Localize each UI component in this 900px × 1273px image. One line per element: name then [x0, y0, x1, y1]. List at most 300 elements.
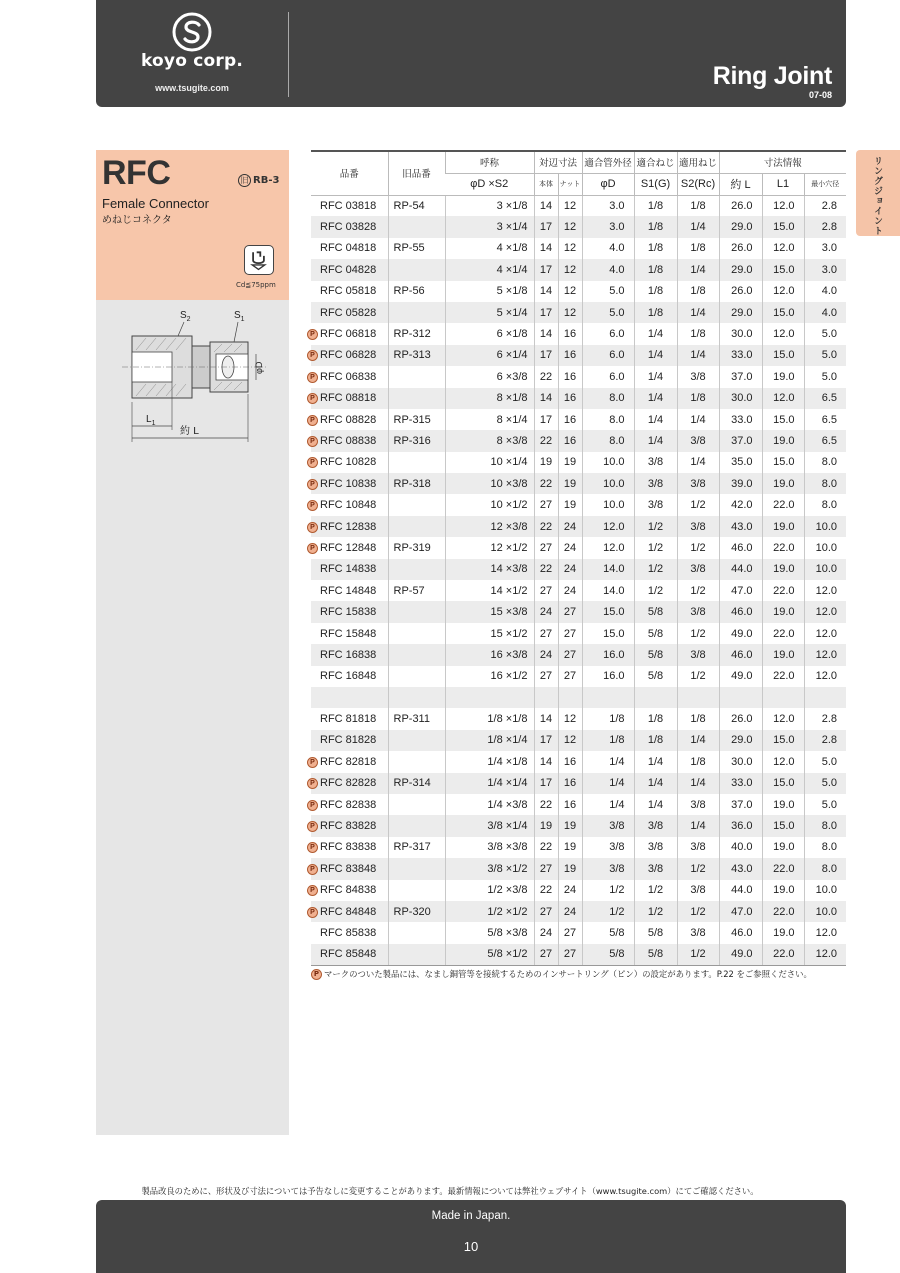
cell-body-text: 24 — [539, 926, 553, 939]
cell-l1 — [762, 580, 804, 601]
cell-body — [534, 644, 558, 665]
cell-s1 — [634, 195, 677, 216]
product-name-ja: めねじコネクタ — [102, 215, 172, 226]
cell-l1-text: 22.0 — [773, 499, 795, 512]
cell-s2-text: 1/2 — [690, 948, 706, 961]
col-s1-top: 適合ねじ — [634, 151, 677, 173]
cell-l1 — [762, 345, 804, 366]
cell-length-text: 46.0 — [731, 926, 753, 939]
cell-od-text: 6.0 — [609, 328, 625, 341]
cell-nut — [558, 216, 582, 237]
table-row — [311, 666, 846, 687]
cell-s2-text: 1/2 — [690, 584, 706, 597]
cell-s2-text: 1/4 — [690, 413, 706, 426]
cell-size-text: 14 ×3/8 — [490, 563, 528, 576]
cell-size — [445, 473, 534, 494]
cell-od — [582, 388, 634, 409]
cell-nut-text: 16 — [563, 328, 577, 341]
cell-body — [534, 345, 558, 366]
cell-body-text: 17 — [539, 221, 553, 234]
table-row — [311, 409, 846, 430]
cell-part-text: RFC 04818 — [320, 242, 377, 255]
table-row — [311, 259, 846, 280]
cell-min-hole-text: 2.8 — [821, 199, 838, 212]
col-od-top: 適合管外径 — [582, 151, 634, 173]
cell-length — [719, 666, 762, 687]
cell-od — [582, 259, 634, 280]
cell-s2 — [677, 366, 719, 387]
table-row — [311, 644, 846, 665]
cell-od-text: 10.0 — [603, 499, 625, 512]
cell-old-part — [388, 773, 445, 794]
cell-l1-text: 12.0 — [773, 392, 795, 405]
cell-length-text: 26.0 — [731, 285, 753, 298]
cell-length-text: 47.0 — [731, 584, 753, 597]
cell-s2 — [677, 601, 719, 622]
cell-od-text: 3.0 — [609, 199, 625, 212]
cell-length — [719, 238, 762, 259]
cell-size — [445, 366, 534, 387]
cell-nut — [558, 452, 582, 473]
cell-body — [534, 323, 558, 344]
cell-length — [719, 473, 762, 494]
cell-nut-text: 12 — [563, 263, 577, 276]
cell-s1 — [634, 708, 677, 729]
col-l1: L1 — [762, 173, 804, 195]
brand-url[interactable]: www.tsugite.com — [155, 83, 229, 93]
cell-size — [445, 216, 534, 237]
cell-s2 — [677, 302, 719, 323]
cell-size — [445, 751, 534, 772]
cell-s2 — [677, 323, 719, 344]
old-code: RB-3 — [253, 175, 280, 186]
table-row — [311, 623, 846, 644]
cell-length-text: 33.0 — [731, 349, 753, 362]
cell-s2-text: 1/4 — [690, 734, 706, 747]
cell-size — [445, 430, 534, 451]
cell-s1 — [634, 259, 677, 280]
cell-s1 — [634, 559, 677, 580]
cell-part-text: RFC 06838 — [320, 370, 377, 383]
cell-part — [311, 666, 388, 687]
cell-min-hole-text: 4.0 — [821, 306, 838, 319]
cell-l1 — [762, 794, 804, 815]
cell-old-part — [388, 580, 445, 601]
cell-s2-text: 3/8 — [690, 648, 706, 661]
cell-body-text: 27 — [539, 627, 553, 640]
cell-nut — [558, 815, 582, 836]
cell-body-text: 22 — [539, 884, 553, 897]
cell-length-text: 46.0 — [731, 648, 753, 661]
cell-s2-text: 3/8 — [690, 477, 706, 490]
cell-body — [534, 195, 558, 216]
cell-size — [445, 901, 534, 922]
label-l1: $L_1$ — [146, 414, 156, 427]
cell-size-text: 1/4 ×1/8 — [487, 755, 528, 768]
cell-size-text: 3 ×1/4 — [496, 221, 528, 234]
cell-od-text: 14.0 — [603, 563, 625, 576]
cell-nut — [558, 922, 582, 943]
cell-s2 — [677, 666, 719, 687]
cell-size — [445, 238, 534, 259]
p-mark-note — [311, 968, 812, 980]
cell-size-text: 5 ×1/8 — [496, 285, 528, 298]
cell-old-part — [388, 922, 445, 943]
cell-min-hole — [804, 601, 846, 622]
cell-min-hole — [804, 259, 846, 280]
cell-body-text: 14 — [539, 242, 553, 255]
cell-s1-text: 1/4 — [647, 798, 664, 811]
cell-part — [311, 388, 388, 409]
cell-body-text: 14 — [539, 285, 553, 298]
label-phi-d: φD — [254, 361, 264, 374]
cell-size-text: 1/2 ×3/8 — [487, 884, 528, 897]
cell-s2 — [677, 559, 719, 580]
cell-length — [719, 751, 762, 772]
cell-part-text: RFC 08838 — [320, 434, 377, 447]
cell-part — [311, 516, 388, 537]
cell-part-text: RFC 14838 — [320, 563, 377, 576]
cell-l1-text: 15.0 — [773, 777, 795, 790]
cell-l1-text: 19.0 — [773, 926, 795, 939]
col-old-part: 旧品番 — [388, 151, 445, 195]
cell-od — [582, 708, 634, 729]
cell-nut — [558, 409, 582, 430]
cell-size-text: 8 ×1/8 — [496, 392, 528, 405]
cell-length — [719, 216, 762, 237]
cell-length-text: 47.0 — [731, 905, 753, 918]
cell-s2-text: 1/2 — [690, 670, 706, 683]
cell-s2-text: 1/4 — [690, 263, 706, 276]
table-row — [311, 345, 846, 366]
cell-length — [719, 601, 762, 622]
cell-length — [719, 944, 762, 965]
cell-body-text: 22 — [539, 434, 553, 447]
cell-od-text: 1/2 — [609, 884, 625, 897]
table-row — [311, 516, 846, 537]
col-body: 本体 — [534, 173, 558, 195]
cell-length-text: 37.0 — [731, 798, 753, 811]
side-index-tab[interactable] — [856, 150, 900, 236]
cell-s2 — [677, 452, 719, 473]
cell-min-hole-text: 10.0 — [815, 520, 838, 533]
cell-s2-text: 3/8 — [690, 841, 706, 854]
cell-old-part — [388, 623, 445, 644]
cell-old-part — [388, 644, 445, 665]
cell-length — [719, 773, 762, 794]
cell-s2 — [677, 623, 719, 644]
cell-s2-text: 1/4 — [690, 349, 706, 362]
cell-nut — [558, 388, 582, 409]
cell-min-hole-text: 10.0 — [815, 905, 838, 918]
cell-od-text: 8.0 — [609, 434, 625, 447]
cell-part-text: RFC 85838 — [320, 926, 377, 939]
cell-l1-text: 19.0 — [773, 434, 795, 447]
cell-nut — [558, 494, 582, 515]
cell-size — [445, 345, 534, 366]
cell-s2-text: 3/8 — [690, 606, 706, 619]
cell-nut-text: 19 — [563, 820, 577, 833]
cell-min-hole-text: 8.0 — [821, 456, 838, 469]
cell-l1-text: 19.0 — [773, 648, 795, 661]
cell-nut — [558, 773, 582, 794]
cell-body — [534, 388, 558, 409]
cell-s1 — [634, 238, 677, 259]
cell-l1-text: 15.0 — [773, 734, 795, 747]
cell-min-hole — [804, 901, 846, 922]
p-mark-icon: P — [307, 778, 318, 789]
cell-nut-text: 12 — [563, 713, 577, 726]
cell-nut-text: 19 — [563, 456, 577, 469]
cell-s2 — [677, 238, 719, 259]
cell-length — [719, 580, 762, 601]
cell-part — [311, 559, 388, 580]
cadmium-free-icon — [244, 245, 274, 275]
cell-s1-text: 1/8 — [647, 242, 664, 255]
cell-body — [534, 238, 558, 259]
cell-l1 — [762, 473, 804, 494]
cell-old-part — [388, 815, 445, 836]
cell-l1 — [762, 837, 804, 858]
cell-nut — [558, 473, 582, 494]
cell-nut-text: 16 — [563, 392, 577, 405]
cell-l1-text: 22.0 — [773, 905, 795, 918]
table-row — [311, 751, 846, 772]
cell-s1 — [634, 730, 677, 751]
cell-length — [719, 858, 762, 879]
cell-s2-text: 1/8 — [690, 199, 706, 212]
cell-nut — [558, 537, 582, 558]
p-mark-icon: P — [307, 479, 318, 490]
cell-size-text: 1/8 ×1/8 — [487, 713, 528, 726]
cell-nut-text: 27 — [563, 926, 577, 939]
cell-min-hole — [804, 644, 846, 665]
cell-part — [311, 238, 388, 259]
table-spacer-row — [311, 687, 846, 708]
cell-old-part-text: RP-317 — [393, 841, 431, 854]
cell-l1-text: 22.0 — [773, 541, 795, 554]
cell-s2-text: 1/2 — [690, 862, 706, 875]
cell-nut — [558, 302, 582, 323]
cell-nut-text: 24 — [563, 563, 577, 576]
cell-min-hole — [804, 708, 846, 729]
cell-nut — [558, 259, 582, 280]
cell-part-text: RFC 84848 — [320, 905, 377, 918]
cell-nut — [558, 901, 582, 922]
cell-size — [445, 666, 534, 687]
cell-size-text: 5/8 ×1/2 — [487, 948, 528, 961]
cell-l1 — [762, 516, 804, 537]
cell-size — [445, 195, 534, 216]
cell-nut — [558, 751, 582, 772]
cell-old-part-text: RP-316 — [393, 434, 431, 447]
cell-length — [719, 623, 762, 644]
cell-body-text: 17 — [539, 734, 553, 747]
cell-s1-text: 3/8 — [647, 820, 664, 833]
company-logo[interactable] — [96, 0, 288, 107]
cell-s1-text: 1/4 — [647, 777, 664, 790]
cell-min-hole — [804, 922, 846, 943]
cell-body-text: 27 — [539, 905, 553, 918]
cell-l1-text: 22.0 — [773, 627, 795, 640]
cell-s1 — [634, 815, 677, 836]
cell-part — [311, 815, 388, 836]
cell-s1 — [634, 281, 677, 302]
cell-length-text: 26.0 — [731, 199, 753, 212]
page-title: Ring Joint — [712, 62, 832, 90]
cell-s2 — [677, 473, 719, 494]
table-row — [311, 601, 846, 622]
cell-part-text: RFC 04828 — [320, 263, 377, 276]
cell-part — [311, 880, 388, 901]
cell-s2 — [677, 516, 719, 537]
cell-length — [719, 794, 762, 815]
brand-name: koyo corp. — [141, 51, 243, 71]
cell-old-part-text: RP-319 — [393, 541, 431, 554]
cell-old-part — [388, 880, 445, 901]
cell-l1-text: 12.0 — [773, 285, 795, 298]
cell-body — [534, 773, 558, 794]
cell-l1-text: 15.0 — [773, 221, 795, 234]
cell-s1 — [634, 216, 677, 237]
cell-part — [311, 944, 388, 965]
cell-length — [719, 494, 762, 515]
cell-min-hole — [804, 666, 846, 687]
table-row — [311, 708, 846, 729]
cell-od-text: 3.0 — [609, 221, 625, 234]
cell-length-text: 43.0 — [731, 862, 753, 875]
cell-size — [445, 259, 534, 280]
cell-old-part — [388, 409, 445, 430]
cell-nut-text: 16 — [563, 370, 577, 383]
cell-old-part-text: RP-54 — [393, 199, 425, 212]
cell-od — [582, 216, 634, 237]
cell-body-text: 27 — [539, 499, 553, 512]
cell-part-text: RFC 82818 — [320, 755, 377, 768]
old-code-badge — [238, 174, 279, 187]
cell-size — [445, 302, 534, 323]
p-mark-icon: P — [307, 500, 318, 511]
cell-min-hole-text: 12.0 — [815, 926, 838, 939]
cell-body — [534, 880, 558, 901]
cell-length-text: 29.0 — [731, 306, 753, 319]
cell-old-part — [388, 323, 445, 344]
cell-length-text: 39.0 — [731, 477, 753, 490]
cell-l1 — [762, 944, 804, 965]
cell-s1 — [634, 345, 677, 366]
cell-s2-text: 3/8 — [690, 370, 706, 383]
cell-size-text: 1/4 ×3/8 — [487, 798, 528, 811]
footer-notice: 製品改良のために、形状及び寸法については予告なしに変更することがあります。最新情報については弊社ウェブサイト（www.tsugite.com）にてご確認ください。 — [141, 1186, 759, 1196]
cell-s2-text: 1/2 — [690, 499, 706, 512]
cell-length — [719, 409, 762, 430]
cell-min-hole — [804, 751, 846, 772]
col-size-top: 呼称 — [445, 151, 534, 173]
p-mark-icon: P — [307, 457, 318, 468]
cell-length-text: 35.0 — [731, 456, 753, 469]
cell-s2 — [677, 730, 719, 751]
cell-length-text: 30.0 — [731, 755, 753, 768]
cell-size-text: 3/8 ×1/4 — [487, 820, 528, 833]
table-row — [311, 901, 846, 922]
cell-nut — [558, 837, 582, 858]
koyo-logo-icon — [172, 12, 212, 52]
cell-nut-text: 16 — [563, 798, 577, 811]
cell-body-text: 17 — [539, 777, 553, 790]
cell-nut-text: 24 — [563, 884, 577, 897]
cell-s1-text: 1/2 — [647, 905, 664, 918]
cell-nut-text: 16 — [563, 413, 577, 426]
cell-body — [534, 815, 558, 836]
cell-length-text: 44.0 — [731, 884, 753, 897]
cell-part-text: RFC 16848 — [320, 670, 377, 683]
cell-min-hole — [804, 537, 846, 558]
p-mark-icon: P — [307, 372, 318, 383]
cell-s1-text: 5/8 — [647, 648, 664, 661]
cell-size — [445, 858, 534, 879]
cell-nut-text: 27 — [563, 627, 577, 640]
cell-l1-text: 19.0 — [773, 606, 795, 619]
p-mark-icon: P — [307, 821, 318, 832]
cell-min-hole-text: 6.5 — [821, 413, 838, 426]
cell-part — [311, 195, 388, 216]
table-row — [311, 858, 846, 879]
cell-body — [534, 216, 558, 237]
cell-length — [719, 537, 762, 558]
cell-s1-text: 5/8 — [647, 670, 664, 683]
cell-l1 — [762, 302, 804, 323]
cell-part — [311, 708, 388, 729]
cell-body — [534, 623, 558, 644]
cell-nut-text: 27 — [563, 948, 577, 961]
cell-s1-text: 1/2 — [647, 520, 664, 533]
cell-old-part-text: RP-320 — [393, 905, 431, 918]
cell-nut — [558, 238, 582, 259]
cell-size — [445, 687, 534, 708]
cell-s1 — [634, 880, 677, 901]
cell-body-text: 22 — [539, 563, 553, 576]
cell-od-text: 3/8 — [609, 841, 625, 854]
cell-nut — [558, 794, 582, 815]
cell-min-hole-text: 12.0 — [815, 648, 838, 661]
cell-size-text: 10 ×1/4 — [490, 456, 528, 469]
cell-s1-text: 1/4 — [647, 349, 664, 362]
cell-size — [445, 601, 534, 622]
cell-size — [445, 452, 534, 473]
cell-size — [445, 773, 534, 794]
cell-size — [445, 644, 534, 665]
cell-body — [534, 366, 558, 387]
cell-l1 — [762, 216, 804, 237]
cell-s2-text: 1/8 — [690, 713, 706, 726]
cell-s1 — [634, 944, 677, 965]
cell-s2-text: 1/2 — [690, 627, 706, 640]
cell-min-hole — [804, 494, 846, 515]
cell-nut — [558, 623, 582, 644]
cell-length — [719, 516, 762, 537]
cell-size-text: 10 ×1/2 — [490, 499, 528, 512]
cell-part-text: RFC 81818 — [320, 713, 377, 726]
cell-length-text: 30.0 — [731, 328, 753, 341]
col-s1: S1(G) — [634, 173, 677, 195]
cell-body-text: 19 — [539, 820, 553, 833]
cell-min-hole-text: 12.0 — [815, 606, 838, 619]
cell-body-text: 27 — [539, 670, 553, 683]
table-row — [311, 281, 846, 302]
cell-nut-text: 12 — [563, 242, 577, 255]
p-mark-icon: P — [307, 757, 318, 768]
cell-l1 — [762, 537, 804, 558]
